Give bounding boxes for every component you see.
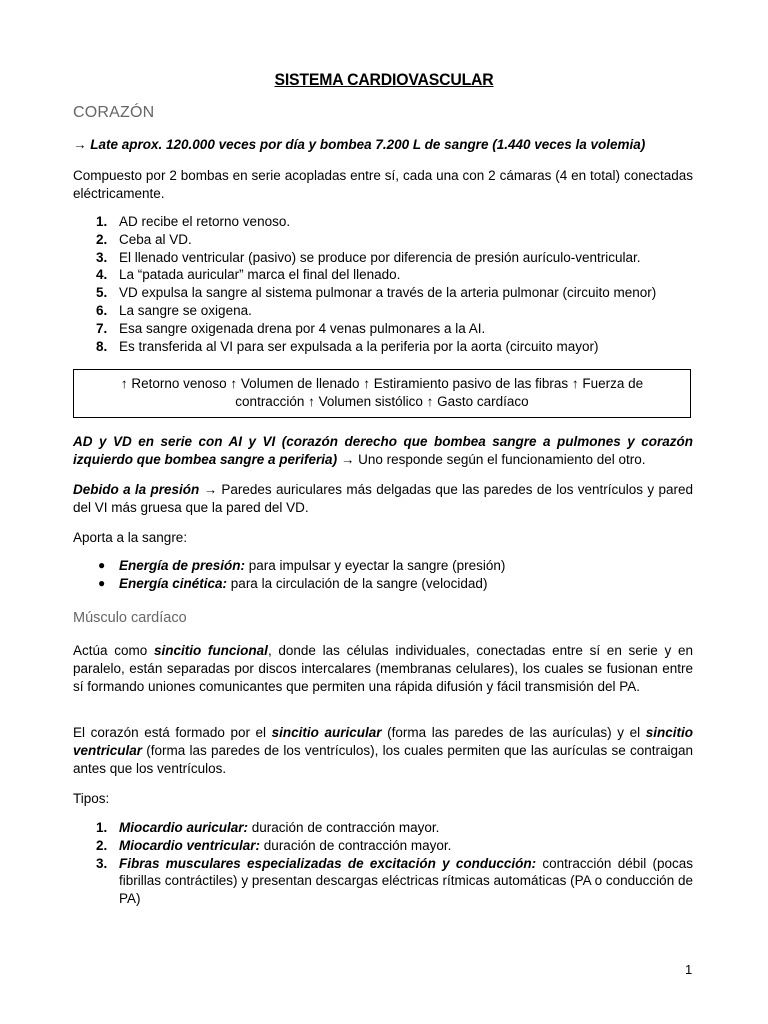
sincitio-paragraph-2: [73, 724, 693, 777]
highlight-line: → Late aprox. 120.000 veces por día y bombea 7.200 L de sangre (1.440 veces la volemia): [73, 137, 646, 152]
text-run: , donde las células individuales, conectadas entre sí en serie y en paralelo, están separadas por discos intercalares (membranas celulares), los cuales se fusionan entre sí formando uniones comunicantes que permiten una rápida difusión y fácil transmisión del PA.: [73, 643, 693, 694]
list-text: La sangre se oxigena.: [119, 302, 252, 318]
energy-text: para la circulación de la sangre (velocidad): [227, 575, 488, 591]
list-text: La “patada auricular” marca el final del llenado.: [119, 267, 401, 283]
section-heading-corazon: CORAZÓN: [73, 104, 155, 121]
list-number: 8.: [96, 338, 108, 354]
pressure-paragraph: [73, 481, 693, 517]
tipos-label: Tipos:: [73, 791, 110, 806]
list-text: Ceba al VD.: [119, 231, 192, 247]
list-number: 7.: [96, 320, 108, 336]
energy-list: [73, 557, 693, 593]
list-item: [73, 575, 693, 593]
series-paragraph: [73, 433, 693, 469]
list-item: [73, 231, 693, 249]
list-item: [73, 837, 693, 855]
text-run: Actúa como: [73, 643, 154, 658]
list-text: Esa sangre oxigenada drena por 4 venas pulmonares a la AI.: [119, 320, 486, 336]
list-number: 2.: [96, 837, 108, 853]
list-text: Es transferida al VI para ser expulsada a la periferia por la aorta (circuito mayor): [119, 338, 599, 354]
intro-paragraph: Compuesto por 2 bombas en serie acopladas entre sí, cada una con 2 cámaras (4 en total) conectadas eléctricamente.: [73, 168, 693, 201]
list-number: 3.: [96, 855, 108, 871]
list-number: 2.: [96, 231, 108, 247]
steps-list: [73, 213, 693, 355]
bullet-icon: ●: [98, 575, 106, 590]
energy-text: para impulsar y eyectar la sangre (presión): [245, 558, 506, 573]
list-item: [73, 266, 693, 284]
type-text: contracción débil (pocas fibrillas contráctiles) y presentan descargas eléctricas rítmicas automáticas (PA o conducción de PA): [119, 855, 693, 907]
page-number: 1: [685, 962, 693, 977]
type-text: duración de contracción mayor.: [260, 837, 452, 853]
list-item: [73, 557, 693, 575]
aporta-label: Aporta a la sangre:: [73, 530, 188, 545]
term-sincitio-ventricular: sincitio ventricular: [73, 725, 693, 758]
energy-term: Energía de presión:: [119, 558, 246, 573]
section-heading-musculo: Músculo cardíaco: [73, 610, 187, 626]
list-item: [73, 819, 693, 837]
list-text: VD expulsa la sangre al sistema pulmonar a través de la arteria pulmonar (circuito menor): [119, 285, 657, 301]
sincitio-paragraph-1: [73, 642, 693, 695]
list-number: 1.: [96, 214, 108, 229]
bullet-icon: ●: [98, 558, 106, 572]
pressure-rest: → Paredes auriculares más delgadas que las paredes de los ventrículos y pared del VI más gruesa que la pared del VD.: [73, 482, 693, 515]
series-rest: → Uno responde según el funcionamiento del otro.: [337, 451, 646, 467]
list-number: 5.: [96, 285, 108, 301]
type-term: Miocardio ventricular:: [119, 837, 261, 853]
list-item: [73, 320, 693, 338]
list-item: [73, 855, 693, 908]
list-text: El llenado ventricular (pasivo) se produce por diferencia de presión aurículo-ventricular.: [119, 249, 641, 265]
text-run: (forma las paredes de los ventrículos), los cuales permiten que las aurículas se contraigan antes que los ventrículos.: [73, 742, 693, 776]
list-number: 1.: [96, 820, 108, 835]
list-item: [73, 338, 693, 356]
boxed-summary: ↑ Retorno venoso ↑ Volumen de llenado ↑ Estiramiento pasivo de las fibras ↑ Fuerza de contracción ↑ Volumen sistólico ↑ Gasto cardíaco: [73, 369, 691, 418]
series-bold: AD y VD en serie con AI y VI (corazón derecho que bombea sangre a pulmones y corazón izquierdo que bombea sangre a periferia): [73, 434, 693, 467]
type-term: Fibras musculares especializadas de excitación y conducción:: [119, 855, 537, 871]
list-item: [73, 302, 693, 320]
list-number: 3.: [96, 249, 108, 265]
list-item: [73, 249, 693, 267]
text-run: (forma las paredes de las aurículas) y el: [381, 725, 646, 740]
list-item: [73, 213, 693, 231]
type-term: Miocardio auricular:: [119, 820, 249, 835]
list-number: 6.: [96, 302, 108, 318]
list-number: 4.: [96, 267, 108, 283]
text-run: El corazón está formado por el: [73, 725, 272, 740]
list-text: AD recibe el retorno venoso.: [119, 214, 291, 229]
term-sincitio-auricular: sincitio auricular: [271, 725, 382, 740]
pressure-bold: Debido a la presión: [73, 482, 200, 497]
page-title: SISTEMA CARDIOVASCULAR: [274, 70, 494, 89]
term-sincitio-funcional: sincitio funcional: [153, 643, 268, 658]
list-item: [73, 284, 693, 302]
type-text: duración de contracción mayor.: [248, 820, 440, 835]
types-list: [73, 819, 693, 908]
energy-term: Energía cinética:: [119, 575, 228, 591]
